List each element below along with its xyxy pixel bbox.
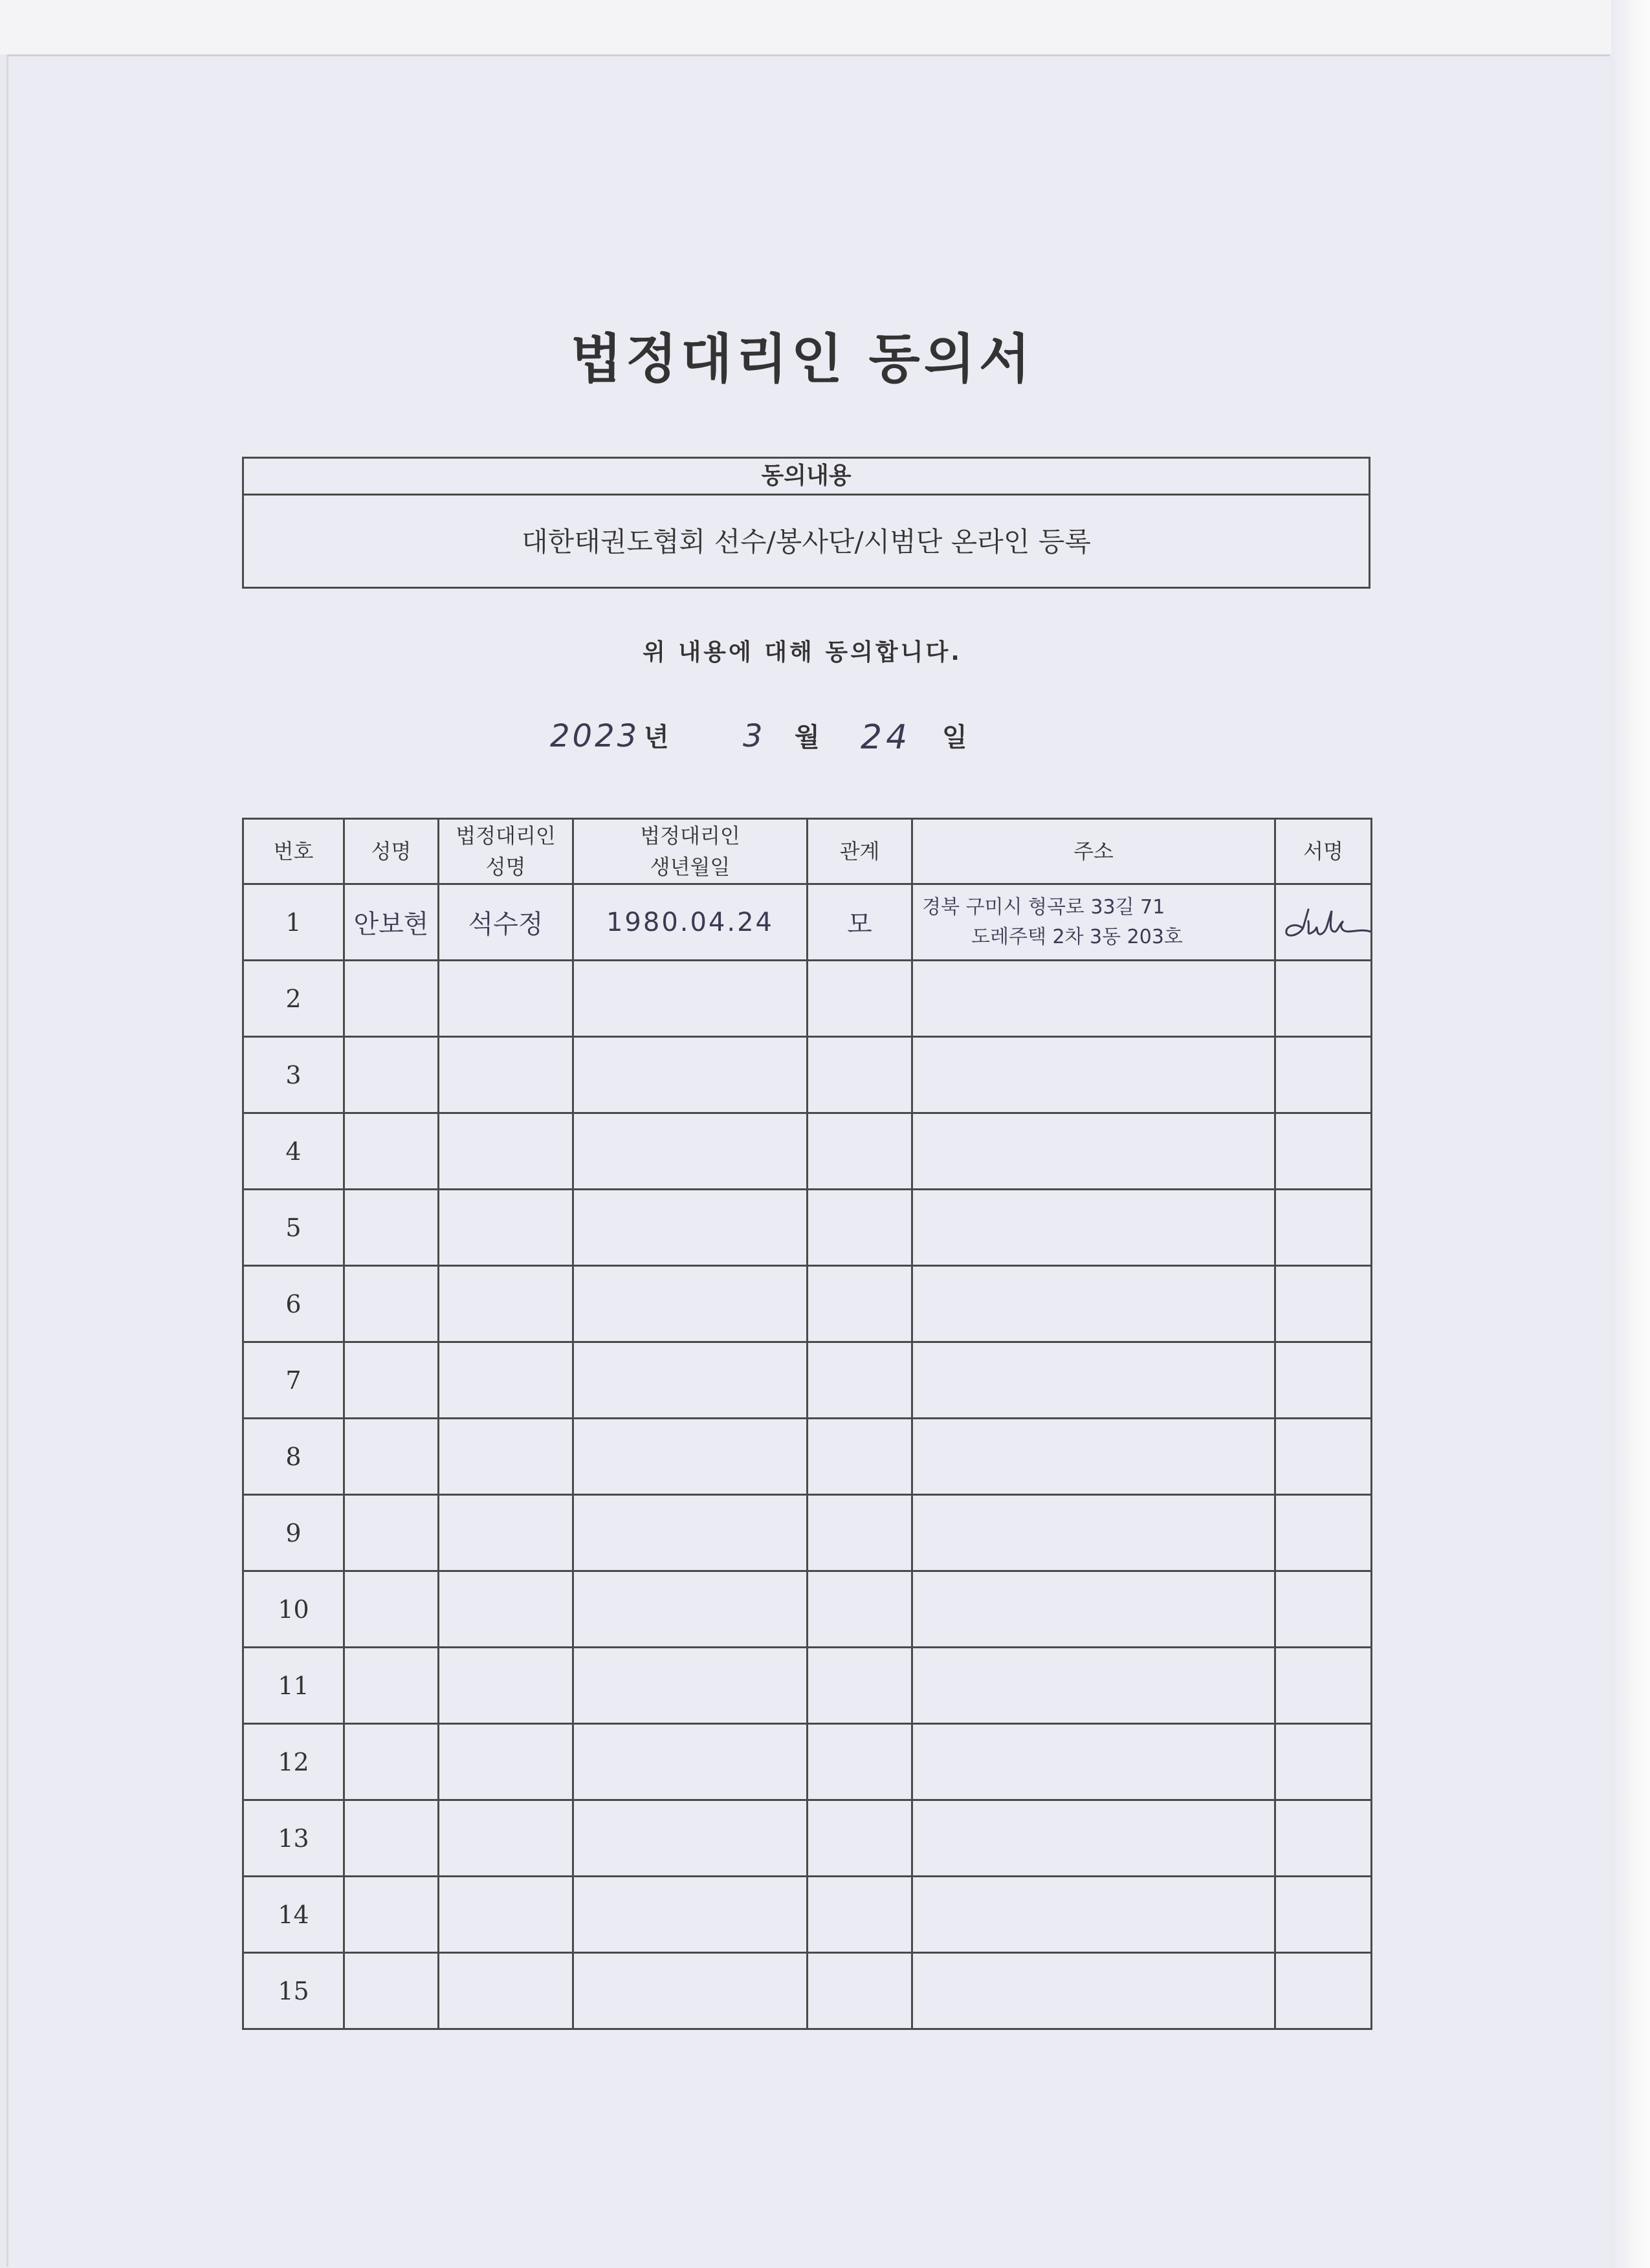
row-signature: [1275, 1113, 1372, 1190]
row-address: [912, 1419, 1275, 1495]
row-relation: [808, 884, 912, 961]
row-guardian-name: [439, 1724, 573, 1800]
row-relation: [808, 1953, 912, 2029]
row-guardian-birth: [573, 1724, 808, 1800]
handwritten-signature: [1276, 903, 1372, 942]
row-relation: [808, 1800, 912, 1877]
row-name: [344, 1037, 439, 1113]
row-guardian-name: [439, 1037, 573, 1113]
row-relation: [808, 1113, 912, 1190]
row-guardian-name: [439, 1800, 573, 1877]
consent-box: [242, 457, 1370, 589]
header-guardian-birth-line1: 법정대리인: [640, 823, 740, 848]
row-address: [912, 1800, 1275, 1877]
scan-right-edge: [1611, 0, 1650, 2268]
row-number: 3: [243, 1037, 344, 1113]
row-address: [912, 1724, 1275, 1800]
date-month-value: 3: [743, 718, 763, 754]
row-relation: [808, 1266, 912, 1342]
row-guardian-birth: [573, 1953, 808, 2029]
row-number: 5: [243, 1190, 344, 1266]
row-relation: [808, 961, 912, 1037]
row-relation: [808, 1724, 912, 1800]
row-name: [344, 961, 439, 1037]
header-relation: 관계: [808, 819, 912, 884]
row-signature: [1275, 1800, 1372, 1877]
row-number: 9: [243, 1495, 344, 1571]
row-relation: [808, 1342, 912, 1419]
row-address: [912, 1113, 1275, 1190]
row-guardian-birth: [573, 1800, 808, 1877]
date-day-value: 24: [861, 718, 912, 757]
row-number: 7: [243, 1342, 344, 1419]
row-signature: [1275, 1037, 1372, 1113]
row-guardian-name: [439, 1419, 573, 1495]
row-signature: [1275, 1953, 1372, 2029]
row-relation: [808, 1648, 912, 1724]
date-year-unit: 년: [644, 723, 669, 752]
table-row: [243, 1419, 1372, 1495]
row-name: [344, 884, 439, 961]
table-row: [243, 1571, 1372, 1648]
row-address: [912, 1877, 1275, 1953]
row-name: [344, 1266, 439, 1342]
row-relation: [808, 1037, 912, 1113]
row-name: [344, 1724, 439, 1800]
paper-top-edge: [6, 54, 1610, 56]
row-number: 2: [243, 961, 344, 1037]
table-row: [243, 1113, 1372, 1190]
row-address: [912, 1953, 1275, 2029]
row-guardian-name: [439, 1571, 573, 1648]
row-address: [912, 1190, 1275, 1266]
row-guardian-name: [439, 884, 573, 961]
row-address-line1: 경북 구미시 형곡로 33길 71: [922, 895, 1165, 919]
row-name: [344, 1113, 439, 1190]
header-address: 주소: [912, 819, 1275, 884]
row-name: [344, 1800, 439, 1877]
table-row: [243, 1648, 1372, 1724]
table-row: [243, 961, 1372, 1037]
row-number: 10: [243, 1571, 344, 1648]
row-address: [912, 1342, 1275, 1419]
guardian-roster-table: [242, 818, 1372, 2030]
row-name: [344, 1648, 439, 1724]
header-guardian-birth: [573, 819, 808, 884]
row-signature: [1275, 1877, 1372, 1953]
row-guardian-birth: [573, 1037, 808, 1113]
row-name: [344, 1877, 439, 1953]
row-number: 11: [243, 1648, 344, 1724]
header-guardian-name-line2: 성명: [485, 855, 526, 879]
row-guardian-birth: [573, 1113, 808, 1190]
agreement-statement: 위 내용에 대해 동의합니다.: [643, 639, 962, 666]
row-guardian-birth: [573, 1495, 808, 1571]
table-row: [243, 884, 1372, 961]
row-number: 13: [243, 1800, 344, 1877]
table-row: [243, 1877, 1372, 1953]
date-year-value: 2023: [550, 718, 640, 754]
header-guardian-name-line1: 법정대리인: [456, 823, 556, 848]
row-address: [912, 884, 1275, 961]
row-guardian-name: [439, 1113, 573, 1190]
row-signature: [1275, 961, 1372, 1037]
row-guardian-birth: [573, 884, 808, 961]
row-address: [912, 1266, 1275, 1342]
row-relation: [808, 1571, 912, 1648]
row-name: [344, 1342, 439, 1419]
row-name: [344, 1495, 439, 1571]
row-signature: [1275, 1342, 1372, 1419]
row-number: 12: [243, 1724, 344, 1800]
row-guardian-name: [439, 1877, 573, 1953]
date-day-unit: 일: [942, 723, 967, 752]
row-name: [344, 1419, 439, 1495]
row-guardian-name: [439, 1648, 573, 1724]
header-guardian-birth-line2: 생년월일: [650, 855, 731, 879]
header-number: 번호: [243, 819, 344, 884]
header-signature: 서명: [1275, 819, 1372, 884]
row-number: 6: [243, 1266, 344, 1342]
row-signature: [1275, 1266, 1372, 1342]
row-signature: [1275, 1571, 1372, 1648]
row-guardian-name: [439, 1266, 573, 1342]
row-guardian-birth: [573, 1419, 808, 1495]
row-relation-value: 모: [847, 910, 872, 939]
scan-top-edge: [0, 0, 1650, 54]
row-number: 1: [243, 884, 344, 961]
row-guardian-birth: [573, 1571, 808, 1648]
row-relation: [808, 1495, 912, 1571]
row-number: 15: [243, 1953, 344, 2029]
table-header-row: [243, 819, 1372, 884]
row-guardian-birth: [573, 1648, 808, 1724]
row-name: [344, 1190, 439, 1266]
table-row: [243, 1724, 1372, 1800]
row-guardian-birth: [573, 1342, 808, 1419]
row-guardian-name: [439, 1342, 573, 1419]
row-signature: [1275, 1648, 1372, 1724]
row-address: [912, 961, 1275, 1037]
row-signature: [1275, 1190, 1372, 1266]
table-row: [243, 1953, 1372, 2029]
table-row: [243, 1800, 1372, 1877]
row-guardian-name: [439, 1953, 573, 2029]
row-address: [912, 1648, 1275, 1724]
row-address: [912, 1037, 1275, 1113]
table-row: [243, 1342, 1372, 1419]
header-name: 성명: [344, 819, 439, 884]
row-address-line2: 도레주택 2차 3동 203호: [971, 925, 1183, 948]
row-relation: [808, 1877, 912, 1953]
row-guardian-birth: [573, 1266, 808, 1342]
row-name-value: 안보현: [353, 910, 429, 939]
table-row: [243, 1037, 1372, 1113]
row-guardian-name: [439, 961, 573, 1037]
row-guardian-birth: [573, 961, 808, 1037]
table-row: [243, 1190, 1372, 1266]
row-signature: [1275, 1419, 1372, 1495]
row-number: 4: [243, 1113, 344, 1190]
row-address: [912, 1571, 1275, 1648]
date-month-unit: 월: [795, 723, 820, 752]
row-relation: [808, 1419, 912, 1495]
row-name: [344, 1571, 439, 1648]
row-number: 8: [243, 1419, 344, 1495]
table-row: [243, 1495, 1372, 1571]
row-guardian-name: [439, 1495, 573, 1571]
row-guardian-name-value: 석수정: [468, 910, 544, 939]
row-name: [344, 1953, 439, 2029]
row-number: 14: [243, 1877, 344, 1953]
row-signature: [1275, 884, 1372, 961]
row-guardian-birth: [573, 1877, 808, 1953]
row-guardian-birth: [573, 1190, 808, 1266]
row-relation: [808, 1190, 912, 1266]
table-row: [243, 1266, 1372, 1342]
row-signature: [1275, 1724, 1372, 1800]
header-guardian-name: [439, 819, 573, 884]
row-guardian-birth-value: 1980.04.24: [606, 907, 775, 937]
row-signature: [1275, 1495, 1372, 1571]
consent-body: 대한태권도협회 선수/봉사단/시범단 온라인 등록: [522, 526, 1091, 558]
consent-header: 동의내용: [244, 459, 1369, 496]
row-guardian-name: [439, 1190, 573, 1266]
row-address: [912, 1495, 1275, 1571]
document-title: 법정대리인 동의서: [570, 329, 1035, 390]
